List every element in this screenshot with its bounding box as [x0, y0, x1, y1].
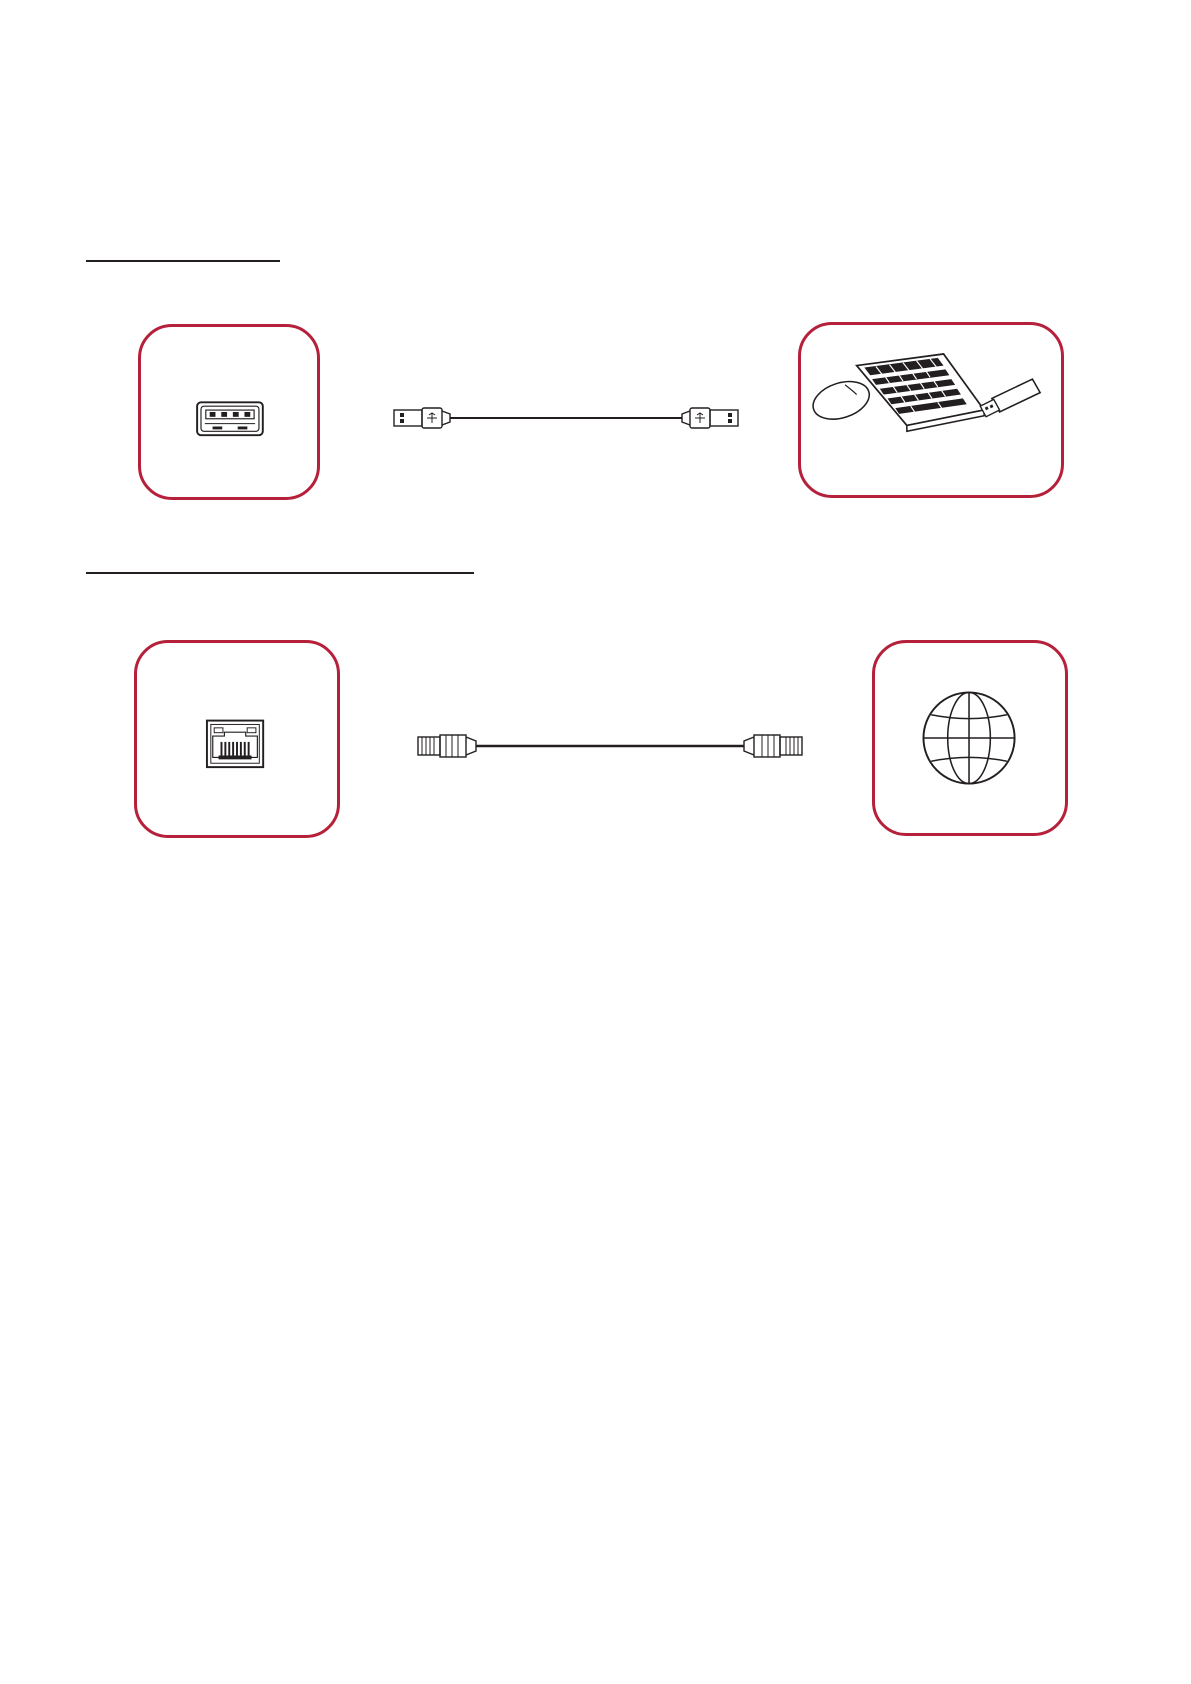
internet-panel	[872, 640, 1068, 836]
lan-cable	[414, 730, 806, 762]
usb-cable-icon	[390, 423, 742, 440]
usb-cable	[390, 400, 742, 436]
usb-devices-panel	[798, 322, 1064, 498]
lan-cable-icon	[414, 749, 806, 766]
lan-section-heading-underline	[86, 572, 474, 574]
usb-port-panel	[138, 324, 320, 500]
lan-port-panel	[134, 640, 340, 838]
usb-section-heading-underline	[86, 260, 280, 262]
